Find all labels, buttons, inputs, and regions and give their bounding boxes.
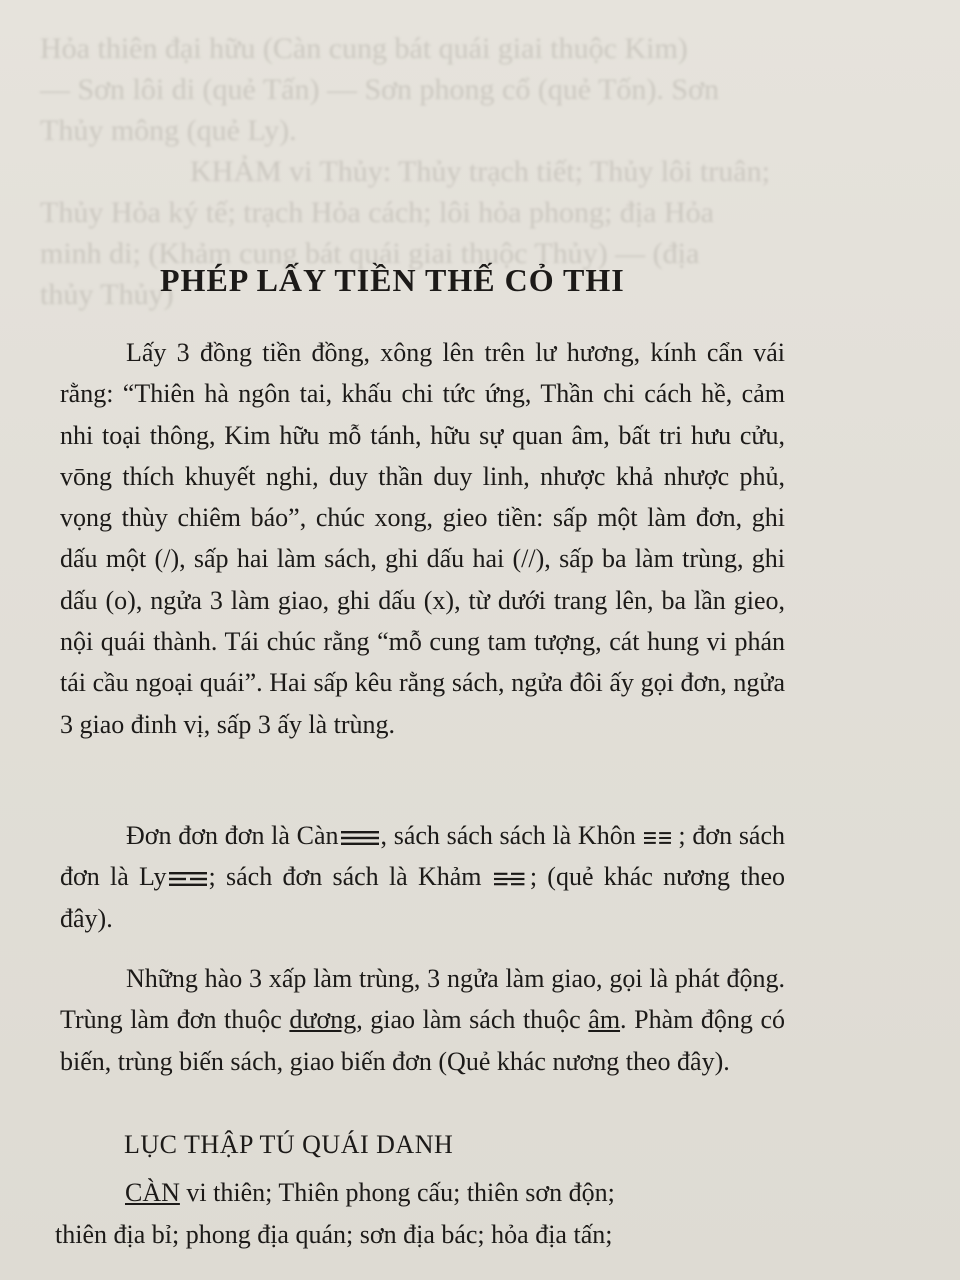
trigram-ly-icon — [169, 872, 207, 886]
text-fragment: , giao làm sách thuộc — [356, 1005, 589, 1035]
body-text — [60, 332, 785, 745]
text-fragment: Đơn đơn đơn là Càn — [126, 821, 339, 850]
section-title: PHÉP LẤY TIỀN THẾ CỎ THI — [160, 262, 625, 298]
ghost-line: Thủy Hỏa ký tế; trạch Hỏa cách; lôi hỏa phong; địa Hỏa — [40, 196, 714, 229]
text-fragment: ; đơn sách đơn là Ly — [60, 821, 786, 892]
paragraph-invocation: Lấy 3 đồng tiền đồng, xông lên trên lư hương, kính cẩn vái rằng: “Thiên hà ngôn tai, khấu chi tức ứng, Thần chi cách hề, cảm nhi toại thông, Kim hữu mỗ tánh, hữu sự quan âm, bất tri hưu cửu, vōng thích khuyết nghi, duy thần duy linh, nhược khả nhược phủ, vọng thùy chiêm báo”, chúc xong, gieo tiền: sấp một làm đơn, ghi dấu một (/), sấp hai làm sách, ghi dấu hai (//), sấp ba làm trùng, ghi dấu (o), ngửa 3 làm giao, ghi dấu (x), từ dưới trang lên, ba lần gieo, nội quái thành. Tái chúc rằng “mỗ cung tam tượng, cát hung vi phán tái cầu ngoại quái”. Hai sấp kêu rằng sách, ngửa đôi ấy gọi đơn, ngửa 3 giao đinh vị, sấp 3 ấy là trùng. — [60, 338, 785, 739]
text-fragment: Những hào 3 xấp làm trùng, 3 ngửa làm giao, gọi là phát động. Trùng làm đơn thuộc — [60, 964, 785, 1035]
underlined-am: âm — [588, 1005, 621, 1035]
trigram-can-icon — [341, 831, 379, 845]
section-subtitle: LỤC THẬP TÚ QUÁI DANH — [124, 1130, 454, 1159]
paragraph-trigrams — [60, 815, 785, 939]
ghost-line: KHẢM vi Thủy: Thủy trạch tiết; Thủy lôi truân; — [190, 155, 770, 188]
body-text-moving-lines — [60, 958, 785, 1082]
ghost-line: thủy Thủy) — [40, 278, 174, 311]
underlined-duong: dương — [289, 1005, 357, 1035]
paragraph-moving-lines — [60, 958, 785, 1082]
ghost-line: — Sơn lôi di (quẻ Tấn) — Sơn phong cổ (quẻ Tốn). Sơn — [40, 73, 719, 106]
ghost-line: Hỏa thiên đại hữu (Càn cung bát quái giai thuộc Kim) — [40, 32, 688, 65]
text-fragment: vi thiên; Thiên phong cấu; thiên sơn độn; — [179, 1178, 615, 1207]
text-fragment: . Phàm động có biến, trùng biến sách, giao biến đơn (Quẻ khác nương theo đây). — [60, 1005, 786, 1076]
ghost-line: Thủy mông (quẻ Ly). — [40, 114, 297, 147]
trigram-khon-icon — [644, 831, 676, 845]
text-fragment: ; sách đơn sách là Khảm — [208, 862, 482, 892]
ghost-line: minh di; (Khảm cung bát quái giai thuộc Thủy) — (địa — [40, 237, 700, 270]
body-text-trigrams — [60, 815, 785, 939]
underlined-can: CÀN — [125, 1178, 180, 1207]
hexagram-line — [55, 1172, 785, 1214]
text-fragment: , sách sách sách là Khôn — [380, 821, 636, 850]
hexagram-list — [55, 1172, 785, 1256]
hexagram-line: thiên địa bỉ; phong địa quán; sơn địa bác; hỏa địa tấn; — [55, 1220, 613, 1249]
text-fragment: ; (quẻ khác nương theo đây). — [60, 862, 785, 933]
trigram-kham-icon — [494, 872, 528, 886]
